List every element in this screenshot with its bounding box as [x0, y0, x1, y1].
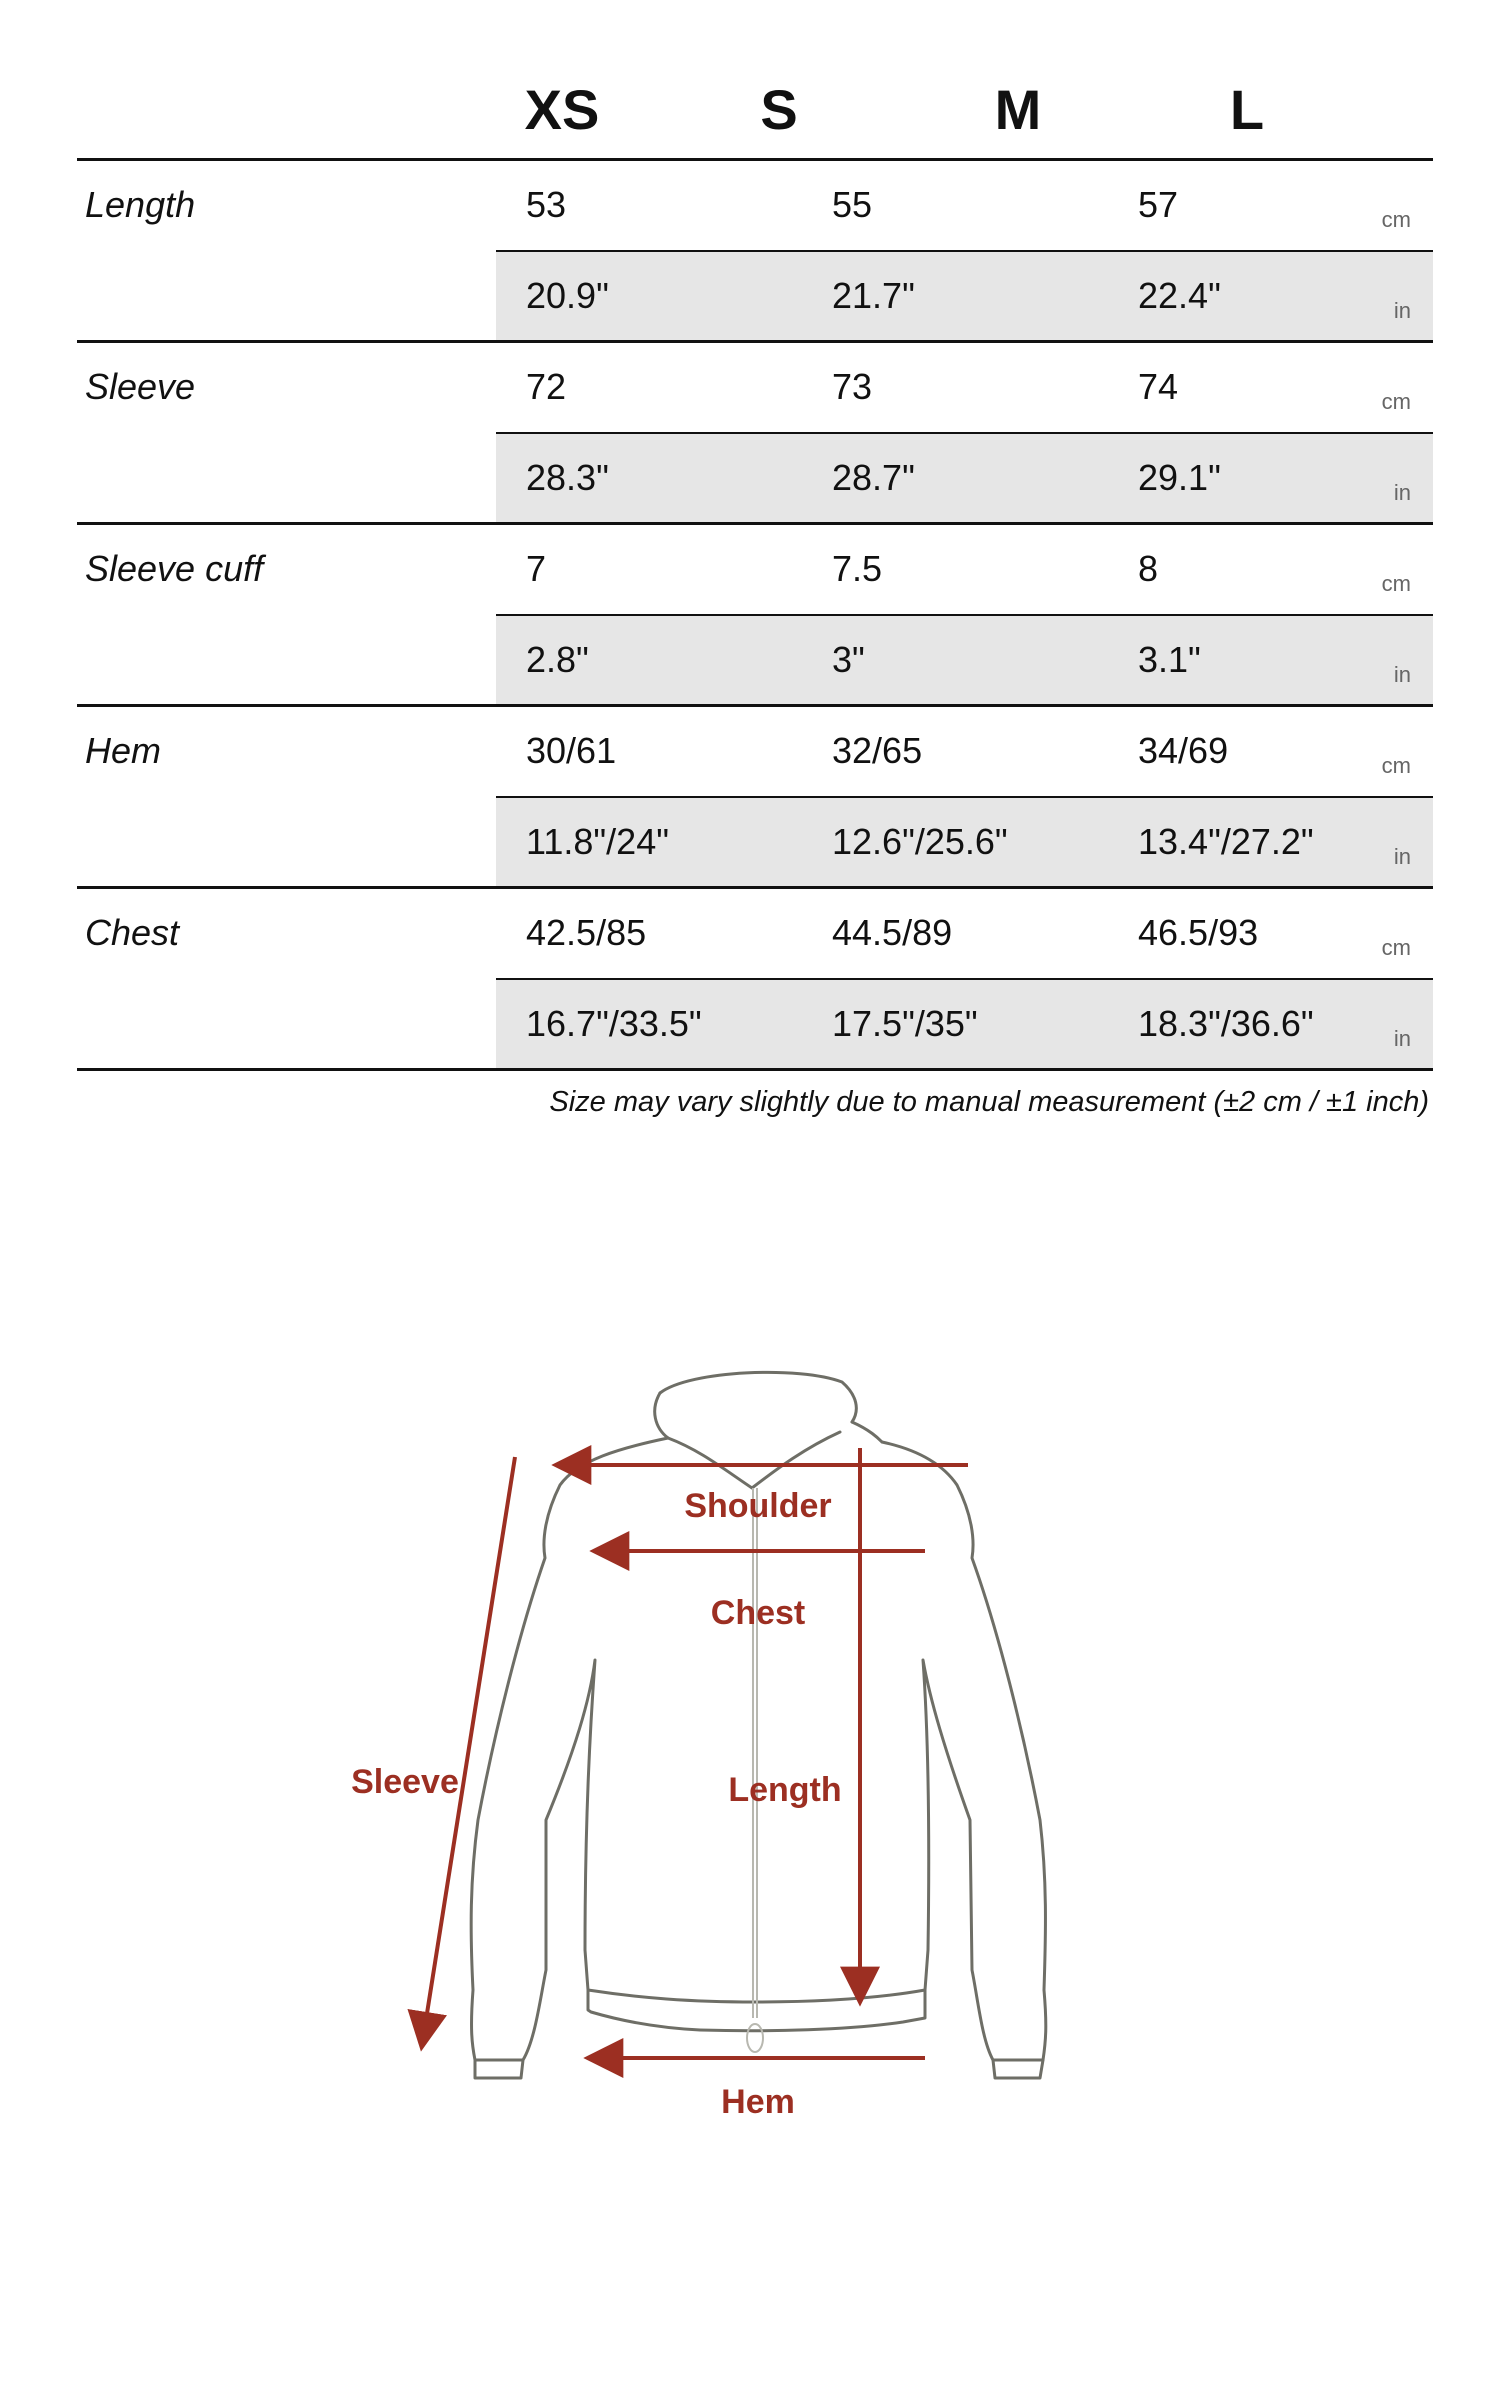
- cell-value: 21.7": [832, 275, 915, 316]
- cell-value: 57: [1138, 184, 1179, 225]
- cell-value: 12.6"/25.6": [832, 821, 1008, 862]
- in-row: [496, 616, 1433, 705]
- cell-value: 73: [832, 366, 873, 407]
- cell-value: 3.1": [1138, 639, 1201, 680]
- label-length: Length: [728, 1771, 842, 1809]
- cm-row: [496, 525, 1433, 614]
- unit-label-cm: cm: [1381, 389, 1411, 414]
- cm-row: [496, 161, 1433, 250]
- cell-value: 34/69: [1138, 730, 1229, 771]
- cell-value: 17.5"/35": [832, 1003, 978, 1044]
- cell-value: 2.8": [526, 639, 589, 680]
- unit-label-cm: cm: [1381, 935, 1411, 960]
- in-row: [496, 252, 1433, 341]
- size-header-s: S: [760, 78, 798, 141]
- label-sleeve: Sleeve: [351, 1763, 459, 1801]
- zipper: [747, 1488, 763, 2052]
- row-label: Sleeve: [85, 366, 196, 407]
- unit-label-cm: cm: [1381, 571, 1411, 596]
- measurement-note: Size may vary slightly due to manual measurement (±2 cm / ±1 inch): [549, 1086, 1429, 1118]
- cell-value: 22.4": [1138, 275, 1221, 316]
- cell-value: 46.5/93: [1138, 912, 1259, 953]
- measurement-group-length: [77, 161, 1433, 342]
- cell-value: 30/61: [526, 730, 617, 771]
- measurement-group-hem: [77, 707, 1433, 888]
- zipper-pull: [747, 2024, 763, 2052]
- in-row: [496, 980, 1433, 1069]
- measurement-arrows: [422, 1448, 968, 2058]
- row-label: Sleeve cuff: [85, 548, 264, 589]
- hoodie-diagram-svg: [0, 1300, 1500, 2200]
- cell-value: 29.1": [1138, 457, 1221, 498]
- size-header-row: [77, 70, 1433, 158]
- cm-row: [496, 889, 1433, 978]
- unit-label-cm: cm: [1381, 207, 1411, 232]
- cell-value: 7: [526, 548, 547, 589]
- cell-value: 74: [1138, 366, 1179, 407]
- size-header-l: L: [1229, 78, 1265, 141]
- unit-label-in: in: [1393, 1026, 1411, 1051]
- size-header-xs: XS: [524, 78, 600, 141]
- hood-right-edge: [852, 1422, 882, 1442]
- cell-value: 72: [526, 366, 567, 407]
- cell-value: 7.5: [832, 548, 883, 589]
- cm-row: [496, 343, 1433, 432]
- row-label: Chest: [85, 912, 180, 953]
- hood-left-edge: [655, 1393, 668, 1438]
- size-header-m: M: [994, 78, 1042, 141]
- hoodie-measurement-diagram: [0, 1300, 1500, 2200]
- unit-label-cm: cm: [1381, 753, 1411, 778]
- sleeve-arrow: [422, 1457, 515, 2045]
- hoodie-body: [471, 1438, 1046, 2078]
- cell-value: 28.3": [526, 457, 609, 498]
- cell-value: 20.9": [526, 275, 609, 316]
- in-row: [496, 798, 1433, 887]
- group-divider: [77, 1068, 1433, 1071]
- cm-row: [496, 707, 1433, 796]
- cell-value: 18.3"/36.6": [1138, 1003, 1314, 1044]
- hoodie-outline: [471, 1372, 1046, 2078]
- measurement-group-chest: [77, 889, 1433, 1070]
- cell-value: 16.7"/33.5": [526, 1003, 702, 1044]
- hood-top: [660, 1372, 856, 1422]
- row-label: Length: [85, 184, 196, 225]
- cell-value: 8: [1138, 548, 1159, 589]
- label-hem: Hem: [721, 2083, 795, 2121]
- cell-value: 44.5/89: [832, 912, 953, 953]
- cell-value: 28.7": [832, 457, 915, 498]
- cell-value: 11.8"/24": [526, 821, 669, 862]
- measurement-group-sleeve-cuff: [77, 525, 1433, 706]
- label-chest: Chest: [710, 1594, 806, 1632]
- row-label: Hem: [85, 730, 162, 771]
- cell-value: 32/65: [832, 730, 923, 771]
- measurement-group-sleeve: [77, 343, 1433, 524]
- cell-value: 55: [832, 184, 873, 225]
- unit-label-in: in: [1393, 662, 1411, 687]
- unit-label-in: in: [1393, 298, 1411, 323]
- cell-value: 42.5/85: [526, 912, 647, 953]
- unit-label-in: in: [1393, 480, 1411, 505]
- cell-value: 3": [832, 639, 865, 680]
- in-row: [496, 434, 1433, 523]
- unit-label-in: in: [1393, 844, 1411, 869]
- cell-value: 53: [526, 184, 567, 225]
- cell-value: 13.4"/27.2": [1138, 821, 1314, 862]
- hood-opening: [668, 1432, 840, 1488]
- label-shoulder: Shoulder: [684, 1487, 832, 1525]
